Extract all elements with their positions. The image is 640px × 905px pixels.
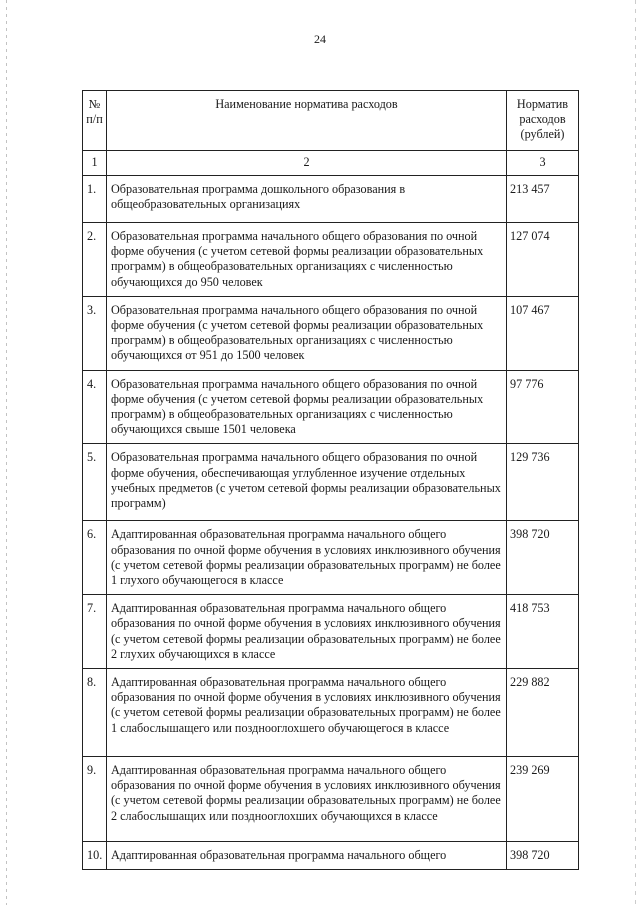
row-value-cell — [507, 669, 579, 757]
table-row — [83, 444, 579, 521]
row-value-cell — [507, 370, 579, 444]
row-number-cell — [83, 370, 107, 444]
row-value-cell — [507, 842, 579, 870]
table-row — [83, 595, 579, 669]
row-number: 8. — [87, 675, 97, 690]
table-row — [83, 521, 579, 595]
scan-edge-left — [6, 0, 7, 905]
row-name: Адаптированная образовательная программа начального общего образования по очной форме обучения в условиях инклюзивного обучения (с учетом сетевой формы реализации образовательных программ) не более 2 слабослышащих или позднооглохших обучающихся в классе — [111, 763, 501, 823]
header-num: № п/п — [83, 91, 107, 151]
header-value: Норматив расходов (рублей) — [507, 91, 579, 151]
table-row — [83, 370, 579, 444]
row-name-cell — [107, 296, 507, 370]
row-value-cell — [507, 757, 579, 842]
table-row — [83, 296, 579, 370]
row-value: 129 736 — [510, 450, 550, 465]
row-name: Адаптированная образовательная программа начального общего — [111, 848, 447, 863]
table-row — [83, 223, 579, 297]
row-value-cell — [507, 521, 579, 595]
scan-edge-right — [635, 0, 636, 905]
row-value: 229 882 — [510, 675, 550, 690]
norms-table — [82, 90, 579, 870]
row-value: 213 457 — [510, 182, 550, 196]
row-name-cell — [107, 370, 507, 444]
row-number-cell — [83, 521, 107, 595]
row-number-cell — [83, 595, 107, 669]
row-value: 398 720 — [510, 848, 550, 863]
table-row — [83, 842, 579, 870]
column-index-cell: 3 — [507, 151, 579, 176]
table-row — [83, 669, 579, 757]
row-value: 127 074 — [510, 229, 550, 243]
row-name-cell — [107, 595, 507, 669]
row-name-cell — [107, 176, 507, 223]
row-number: 6. — [87, 527, 97, 542]
column-index-row — [83, 151, 579, 176]
column-index-cell: 1 — [83, 151, 107, 176]
page-number: 24 — [314, 32, 326, 46]
row-name-cell — [107, 669, 507, 757]
column-index-cell: 2 — [107, 151, 507, 176]
row-value: 107 467 — [510, 302, 550, 317]
table-header-row — [83, 91, 579, 151]
row-value: 398 720 — [510, 527, 550, 542]
row-name: Образовательная программа дошкольного образования в общеобразовательных организациях — [111, 182, 406, 212]
row-name-cell — [107, 757, 507, 842]
row-number: 9. — [87, 763, 97, 778]
row-number: 7. — [87, 601, 97, 616]
table-body — [83, 176, 579, 870]
row-name: Образовательная программа начального общего образования по очной форме обучения, обеспечивающая углубленное изучение отдельных учебных предметов (с учетом сетевой формы реализации образовательных программ) — [111, 450, 501, 511]
row-value-cell — [507, 595, 579, 669]
row-name-cell — [107, 444, 507, 521]
row-value-cell — [507, 296, 579, 370]
table-row — [83, 176, 579, 223]
row-number-cell — [83, 176, 107, 223]
row-number-cell — [83, 223, 107, 297]
row-value: 97 776 — [510, 376, 544, 391]
row-value-cell — [507, 444, 579, 521]
row-number: 4. — [87, 376, 97, 391]
row-number-cell — [83, 296, 107, 370]
table-row — [83, 757, 579, 842]
row-name: Адаптированная образовательная программа начального общего образования по очной форме обучения в условиях инклюзивного обучения (с учетом сетевой формы реализации образовательных программ) не более 1 слабослышащего или позднооглохшего обучающегося в классе — [111, 675, 501, 735]
row-number-cell — [83, 669, 107, 757]
row-number: 3. — [87, 302, 97, 317]
row-name-cell — [107, 842, 507, 870]
header-name: Наименование норматива расходов — [107, 91, 507, 151]
row-name: Адаптированная образовательная программа начального общего образования по очной форме обучения в условиях инклюзивного обучения (с учетом сетевой формы реализации образовательных программ) не более 1 глухого обучающегося в классе — [111, 527, 501, 588]
row-name-cell — [107, 223, 507, 297]
row-number-cell — [83, 444, 107, 521]
row-name: Образовательная программа начального общего образования по очной форме обучения (с учетом сетевой формы реализации образовательных программ) в общеобразовательных организациях с численностью обучающихся от 951 до 1500 человек — [111, 302, 484, 363]
row-name: Образовательная программа начального общего образования по очной форме обучения (с учетом сетевой формы реализации образовательных программ) в общеобразовательных организациях с численностью обучающихся до 950 человек — [111, 229, 484, 289]
row-name: Адаптированная образовательная программа начального общего образования по очной форме обучения в условиях инклюзивного обучения (с учетом сетевой формы реализации образовательных программ) не более 2 глухих обучающихся в классе — [111, 601, 501, 661]
row-value-cell — [507, 223, 579, 297]
row-name: Образовательная программа начального общего образования по очной форме обучения (с учетом сетевой формы реализации образовательных программ) в общеобразовательных организациях с численностью обучающихся свыше 1501 человека — [111, 376, 484, 437]
row-value: 418 753 — [510, 601, 550, 616]
row-value: 239 269 — [510, 763, 550, 778]
row-number: 10. — [87, 848, 103, 863]
row-number-cell — [83, 757, 107, 842]
row-number: 1. — [87, 182, 97, 196]
row-value-cell — [507, 176, 579, 223]
row-number: 2. — [87, 229, 97, 243]
row-number: 5. — [87, 450, 97, 465]
row-name-cell — [107, 521, 507, 595]
row-number-cell — [83, 842, 107, 870]
